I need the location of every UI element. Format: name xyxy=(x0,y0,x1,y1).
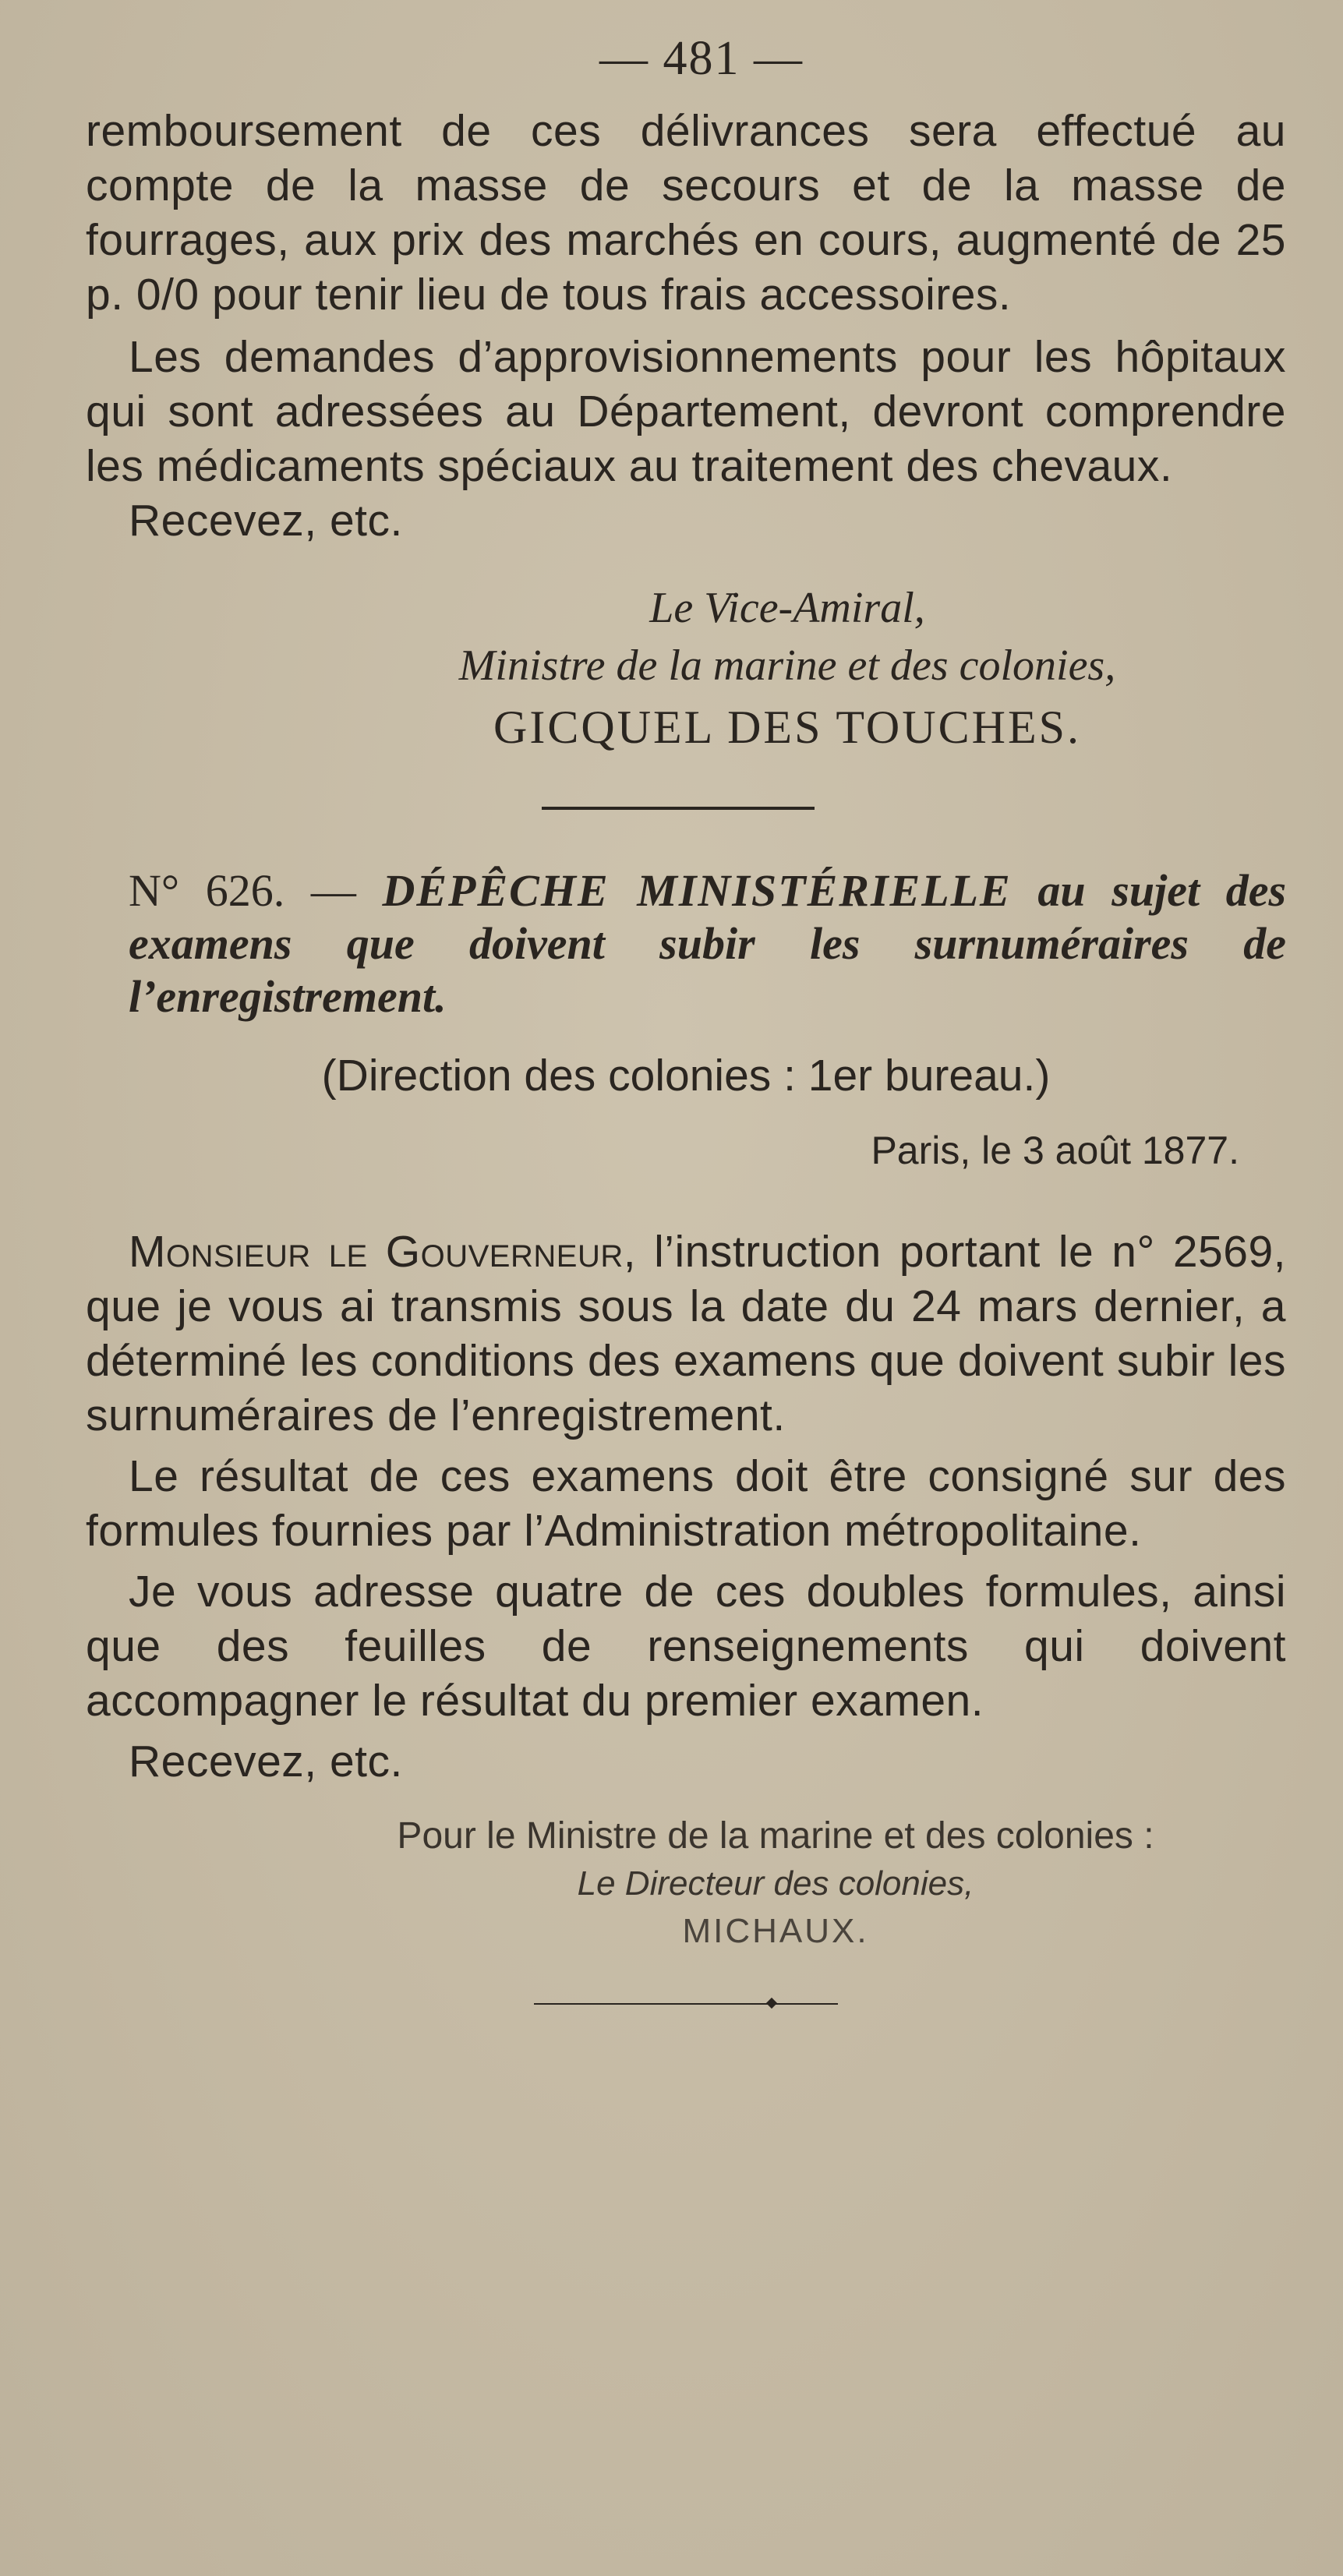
section-divider xyxy=(542,807,815,810)
end-ornament-diamond xyxy=(766,1998,777,2009)
signature-block-1 xyxy=(86,579,1286,760)
paragraph-approvisionnements: Les demandes d’approvisionnements pour les hôpitaux qui sont adressées au Département, devront comprendre les médicaments spéciaux au traitement des chevaux. xyxy=(86,332,1286,491)
salutation: Monsieur le Gouverneur, xyxy=(129,1227,637,1277)
dispatch-heading xyxy=(86,864,1286,1023)
document-page xyxy=(86,31,1286,2012)
dispatch-title: DÉPÊCHE MINISTÉRIELLE xyxy=(382,865,1012,916)
paragraph-continuation: remboursement de ces délivrances sera effectué au compte de la masse de secours et de la masse de fourrages, aux prix des marchés en cours, augmenté de 25 p. 0/0 pour tenir lieu de tous frais accessoires. xyxy=(86,106,1286,320)
signature-2-line-1: Pour le Ministre de la marine et des colonies : xyxy=(397,1815,1154,1857)
signature-name: GICQUEL DES TOUCHES. xyxy=(493,701,1081,753)
signature-block-2 xyxy=(86,1812,1286,1956)
paragraph-instruction-text: l’instruction portant le n° 2569, que je vous ai transmis sous la date du 24 mars dernier, a déterminé les conditions des examens que doivent subir les surnuméraires de l’enregistrement. xyxy=(86,1227,1286,1440)
page-number: — 481 — xyxy=(599,32,804,85)
end-ornament xyxy=(534,1996,838,2012)
paragraph-formules: Je vous adresse quatre de ces doubles formules, ainsi que des feuilles de renseignements qui doivent accompagner le résultat du premier examen. xyxy=(86,1567,1286,1726)
dispatch-date: Paris, le 3 août 1877. xyxy=(871,1129,1239,1172)
paragraph-instruction xyxy=(86,1224,1286,1443)
end-ornament-line xyxy=(534,2003,838,2005)
signature-title-2: Ministre de la marine et des colonies, xyxy=(458,641,1116,690)
signature-title-1: Le Vice-Amiral, xyxy=(649,584,925,632)
signature-2-name: MICHAUX. xyxy=(682,1912,869,1950)
dispatch-direction: (Direction des colonies : 1er bureau.) xyxy=(321,1051,1051,1101)
signature-2-line-2: Le Directeur des colonies, xyxy=(577,1864,974,1903)
dispatch-number: N° 626. — xyxy=(129,865,356,916)
closing-formula-2: Recevez, etc. xyxy=(129,1737,403,1786)
closing-formula: Recevez, etc. xyxy=(129,496,403,546)
paragraph-resultat: Le résultat de ces examens doit être consigné sur des formules fournies par l’Administration métropolitaine. xyxy=(86,1451,1286,1556)
dispatch-subject: au sujet des examens que doivent subir les surnuméraires de l’enregistrement. xyxy=(129,865,1287,1022)
